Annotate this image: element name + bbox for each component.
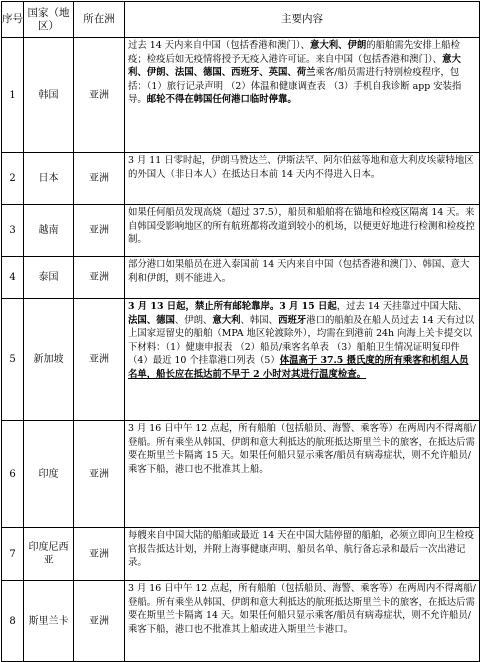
row-country: 斯里兰卡 bbox=[24, 581, 74, 662]
row-country: 新加坡 bbox=[24, 299, 74, 421]
content-segment: 每艘来自中国大陆的船舶或最近 14 天在中国大陆停留的船舶，必须立即向卫生检疫官报告抵达计划，并附上海事健康声明、船员名单、航行备忘录和最后一次出港记录。 bbox=[128, 530, 475, 568]
table-row bbox=[2, 421, 480, 528]
row-number: 2 bbox=[2, 153, 24, 205]
row-number: 7 bbox=[2, 528, 24, 581]
table-row bbox=[2, 38, 480, 153]
row-country: 日本 bbox=[24, 153, 74, 205]
row-content bbox=[125, 205, 480, 257]
row-number: 4 bbox=[2, 257, 24, 299]
row-continent: 亚洲 bbox=[74, 581, 125, 662]
content-segment: ，过去 14 天挂靠过中国大陆、 bbox=[336, 301, 468, 312]
row-number: 5 bbox=[2, 299, 24, 421]
row-number: 3 bbox=[2, 205, 24, 257]
row-number: 8 bbox=[2, 581, 24, 662]
content-segment: 过去 14 天内来自中国（包括香港和澳门）、 bbox=[128, 40, 310, 51]
content-segment: 意大利、伊朗 bbox=[309, 40, 367, 51]
table-row bbox=[2, 581, 480, 662]
content-segment: 如果任何船员发现高烧（超过 37.5），船员和船舶将在锚地和检疫区隔离 14 天。来自韩国受影响地区的所有航班都将改道到较小的机场，以便更好地进行检测和检疫控制。 bbox=[128, 207, 475, 245]
header-no: 序号 bbox=[2, 2, 24, 38]
row-continent: 亚洲 bbox=[74, 38, 125, 153]
row-country: 泰国 bbox=[24, 257, 74, 299]
content-segment: 3 月 16 日中午 12 点起，所有船舶（包括船员、海警、乘客等）在两周内不得离船/登船。所有乘坐从韩国、伊朗和意大利抵达的航班抵达斯里兰卡的旅客，在抵达后需要在斯里兰卡隔离 15 天。如果任何船只显示乘客/船员有病毒症状，则不允许船员/乘客下船，港口也不批准其上船。 bbox=[128, 423, 476, 475]
row-content bbox=[125, 299, 480, 421]
table-body bbox=[2, 38, 480, 662]
row-number: 1 bbox=[2, 38, 24, 153]
row-country: 韩国 bbox=[24, 38, 74, 153]
row-number: 6 bbox=[2, 421, 24, 528]
table-row bbox=[2, 153, 480, 205]
content-segment: 3 月 11 日零时起，伊朗马赞达兰、伊斯法罕、阿尔伯兹等地和意大利皮埃蒙特地区的外国人（非日本人）在抵达日本前 14 天内不得进入日本。 bbox=[128, 155, 474, 180]
row-country: 印度尼西亚 bbox=[24, 528, 74, 581]
table-row bbox=[2, 528, 480, 581]
content-segment: 法国、德国 bbox=[128, 314, 175, 326]
table-row bbox=[2, 257, 480, 299]
row-content bbox=[125, 528, 480, 581]
content-segment: 、韩国、 bbox=[240, 314, 279, 326]
content-segment: 意大利、伊朗、法国、德国、西班牙、英国、荷兰 bbox=[128, 53, 461, 78]
content-segment: 邮轮不得在韩国任何港口临时停靠。 bbox=[146, 94, 297, 105]
content-segment: 体温高于 37.5 摄氏度的所有乘客和机组人员名单，船长应在抵达前不早于 2 小时对其进行温度检查。 bbox=[128, 355, 469, 380]
row-continent: 亚洲 bbox=[74, 421, 125, 528]
row-continent: 亚洲 bbox=[74, 153, 125, 205]
row-content bbox=[125, 581, 480, 662]
row-country: 越南 bbox=[24, 205, 74, 257]
content-segment: 西班牙 bbox=[278, 314, 307, 326]
content-segment: 的船舶需先安排上船检疫；检疫后如无疫情将授予无疫入港许可证。来自中国（包括香港和澳门）、 bbox=[128, 40, 460, 65]
row-content bbox=[125, 38, 480, 153]
row-content bbox=[125, 257, 480, 299]
content-segment: 部分港口如果船员在进入泰国前 14 天内来自中国（包括香港和澳门）、韩国、意大利和伊朗，则不能进入。 bbox=[128, 259, 470, 284]
row-content bbox=[125, 153, 480, 205]
content-segment: 、伊朗、 bbox=[174, 314, 213, 326]
table-row bbox=[2, 205, 480, 257]
row-continent: 亚洲 bbox=[74, 257, 125, 299]
header-row bbox=[2, 2, 480, 38]
row-continent: 亚洲 bbox=[74, 205, 125, 257]
row-continent: 亚洲 bbox=[74, 528, 125, 581]
header-content: 主要内容 bbox=[125, 2, 480, 38]
table-row bbox=[2, 299, 480, 421]
content-segment: 港口的船舶及在船人员过去 14 天有过以上国家逗留史的船舶（MPA 地区轮渡除外），均需在到港前 24h 向海上关卡提交以下材料：（1）健康申报表 （2）船员/乘客名单表 （3）船舶卫生情况证明复印件 （4）最近 10 个挂靠港口列表（5） bbox=[128, 314, 475, 366]
content-segment: 乘客/船员需进行特别检疫程序，包括：（1）旅行记录声明 （2）体温和健康调查表 （3）手机自我诊断 app 安装指导。 bbox=[128, 67, 462, 105]
content-segment: 意大利 bbox=[212, 314, 241, 326]
content-segment: 3 月 13 日起，禁止所有邮轮靠岸。3 月 15 日起 bbox=[128, 301, 337, 312]
header-country: 国家（地区） bbox=[24, 2, 74, 38]
header-continent: 所在洲 bbox=[74, 2, 125, 38]
row-continent: 亚洲 bbox=[74, 299, 125, 421]
country-measures-table bbox=[1, 1, 480, 662]
content-segment: 3 月 16 日中午 12 点起，所有船舶（包括船员、海警、乘客等）在两周内不得离船/登船。所有乘坐从韩国、伊朗和意大利抵达的航班抵达斯里兰卡的旅客，在抵达后需要在斯里兰卡隔离 14 天。如果任何船只显示乘客/船员有病毒症状，则不允许船员/乘客下船，港口也不批准其上船或进入斯里兰卡港口。 bbox=[128, 583, 476, 635]
row-country: 印度 bbox=[24, 421, 74, 528]
row-content bbox=[125, 421, 480, 528]
